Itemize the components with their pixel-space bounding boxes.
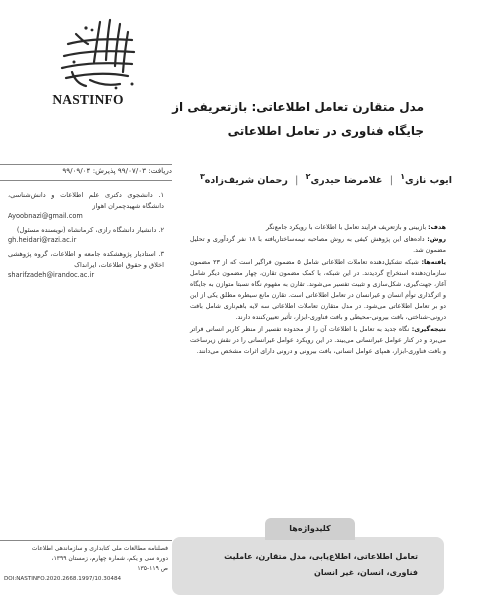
findings-label: یافته‌ها:: [421, 259, 446, 266]
affiliation-3-text: ۳. استادیار پژوهشکده جامعه و اطلاعات، گروه پژوهشی اخلاق و حقوق اطلاعات، ایرانداک: [8, 249, 164, 269]
abstract: [190, 222, 446, 358]
conclusion-label: نتیجه‌گیری:: [411, 326, 446, 333]
calligraphy-logo-icon: [28, 14, 148, 94]
author-2: غلامرضا حیدری: [310, 175, 383, 187]
conclusion-text: نگاه جدید به تعامل با اطلاعات آن را از محدوده تفسیر از منظر کاربر انسانی فراتر می‌برد و در کنار عوامل غیرانسانی می‌بیند. در این رویکرد عوامل غیرانسانی را در نقش زیرساخت و بافت فناوری-ابزار، همپای عوامل انسانی، بافت بیرونی و درونی دارای اثرات مشخص می‌دانند.: [190, 326, 446, 355]
method-label: روش:: [427, 236, 446, 243]
author-1-sup: ۱: [400, 172, 406, 181]
title-line-2: جایگاه فناوری در تعامل اطلاعاتی: [227, 124, 424, 138]
author-1: ایوب نازی: [405, 175, 452, 187]
journal-logo: [28, 14, 148, 104]
method-text: داده‌های این پژوهش کیفی به روش مصاحبه نیمه‌ساختاریافته با ۱۸ نفر گردآوری و تحلیل مضمون شد.: [190, 236, 446, 254]
affiliation-2: [8, 225, 164, 246]
divider: [0, 540, 172, 541]
title-line-1: مدل متقارن تعامل اطلاعاتی: بازتعریفی از: [172, 100, 424, 114]
divider: [0, 180, 172, 181]
abstract-findings: [190, 257, 446, 323]
abstract-goal: [190, 222, 446, 233]
findings-text: شبکه تشکیل‌دهنده تعاملات اطلاعاتی شامل ۵ مضمون فراگیر است که از ۲۳ مضمون سازمان‌دهنده استخراج گردیدند. در این شبکه، با کمک مضمون تقارن، چهار مضمون دیگر شامل آغاز، جهت‌گیری، شکل‌سازی و تثبیت تفسیر می‌شوند. تقارن به مفهوم نگاه نسبتا متوازن به جایگاه و اثرگذاری توأم انسان و غیرانسان در تعامل اطلاعاتی است. تقارن مانع سیطره مطلق یکی از این دو بر تعامل اطلاعاتی می‌شود. در مدل متقارن تعاملات اطلاعاتی سه لایه باهم‌ناری شامل بافت درونی-شناختی، بافت بیرونی-محیطی و بافت فناوری-ابزار، تأثیر تعیین‌کننده دارند.: [190, 259, 446, 321]
author-3: رحمان شریف‌زاده: [204, 175, 288, 187]
journal-name: فصلنامه مطالعات ملی کتابداری و سازماندهی اطلاعات: [31, 545, 168, 552]
author-3-sup: ۳: [199, 172, 205, 181]
journal-doi[interactable]: DOI:NASTINFO.2020.2668.1997/10.30484: [4, 576, 122, 582]
divider: [0, 164, 172, 165]
affiliation-1-email[interactable]: Ayoobnazi@gmail.com: [8, 212, 83, 221]
affiliation-1-text: ۱. دانشجوی دکتری علم اطلاعات و دانش‌شناسی، دانشگاه شهید‌چمران اهواز: [8, 191, 164, 210]
keywords-text: تعامل اطلاعاتی، اطلاع‌یابی، مدل متقارن، عاملیت فناوری، انسان، غیر انسان: [224, 552, 418, 577]
author-separator: |: [389, 175, 393, 187]
affiliations: [8, 190, 164, 284]
article-title: [114, 95, 424, 143]
affiliation-2-text: ۲. دانشیار دانشگاه رازی، کرمانشاه (نویسنده مسئول): [16, 225, 164, 234]
affiliation-3-email[interactable]: sharifzadeh@irandoc.ac.ir: [8, 271, 95, 280]
abstract-conclusion: [190, 324, 446, 357]
author-separator: |: [295, 175, 299, 187]
affiliation-2-email[interactable]: gh.heidari@razi.ac.ir: [8, 236, 77, 245]
keywords-label: کلیدواژه‌ها: [265, 518, 355, 540]
dates-line: دریافت: ۹۹/۰۷/۰۳ پذیرش: ۹۹/۰۹/۰۴: [62, 166, 172, 175]
journal-brand: NASTINFO: [52, 92, 124, 107]
affiliation-1: [8, 190, 164, 222]
abstract-method: [190, 234, 446, 256]
journal-issue: دوره سی و یکم، شماره چهارم، زمستان ۱۳۹۹،: [51, 555, 168, 562]
journal-info: [4, 544, 168, 584]
affiliation-3: [8, 249, 164, 281]
goal-text: بازبینی و بازتعریف فرایند تعامل با اطلاعات با رویکرد جامع‌نگر: [265, 224, 427, 231]
journal-pages: ص ۱۱۹-۱۳۵: [137, 565, 168, 572]
goal-label: هدف:: [428, 224, 446, 231]
author-2-sup: ۲: [305, 172, 311, 181]
